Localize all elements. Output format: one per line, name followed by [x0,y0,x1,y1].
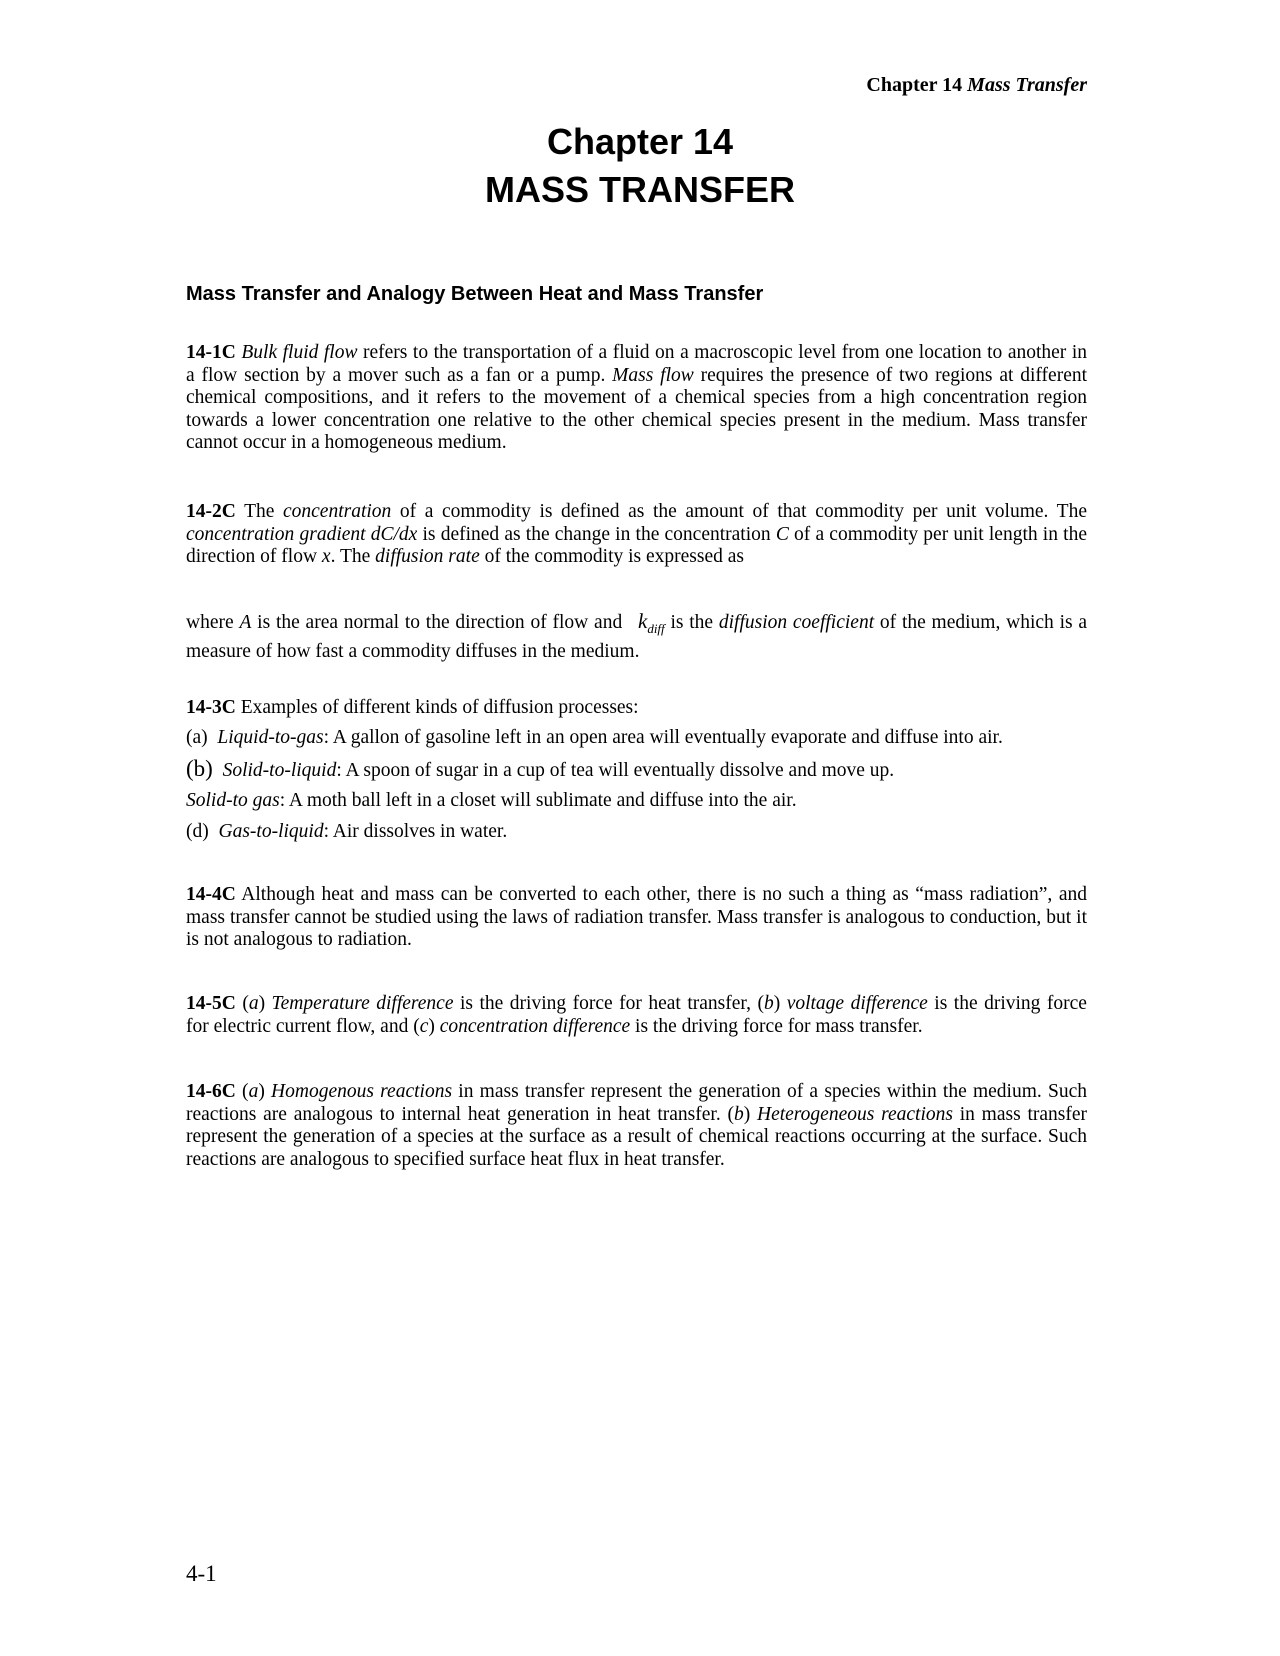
problem-number: 14-3C [186,697,236,718]
text: ( [235,1081,249,1102]
text: of a commodity per unit length in the direction of flow [186,523,1087,567]
term: b [733,1103,744,1125]
text: The [235,501,283,522]
term: Mass flow [612,364,694,386]
term: Temperature difference [271,993,454,1014]
term: b [763,993,774,1014]
chapter-title [0,118,1280,214]
term: Liquid-to-gas [217,727,324,748]
term: diffusion rate [375,546,480,567]
text: : A gallon of gasoline left in an open area will eventually evaporate and diffuse into air. [323,727,1003,748]
text: refers to the transportation of a fluid on a macroscopic level from one location to another in a flow section by a mover such as a fan or a pump. [186,342,1087,386]
example-d [186,821,1087,843]
problem-number: 14-2C [186,501,236,522]
example-c [186,790,1087,812]
text: is defined as the change in the concentration [417,523,776,545]
problem-14-2c [186,501,1087,569]
text: in mass transfer represent the generation of a species at the surface as a result of chemical reactions occurring at the surface. Such reactions are analogous to specified surface heat flux in heat transfer. [186,1103,1087,1170]
text: of the medium, which is a measure of how fast a commodity diffuses in the medium. [186,612,1088,662]
running-header-chapter: Chapter 14 [866,74,963,96]
item-label: (a) [186,727,208,748]
section-heading: Mass Transfer and Analogy Between Heat and Mass Transfer [186,283,764,305]
term: Homogenous reactions [271,1081,453,1102]
problem-14-3c-intro [186,697,1087,719]
example-a [186,727,1087,749]
text: ) [428,1015,440,1037]
term: a [248,1081,259,1102]
text: is the area normal to the direction of flow and [251,612,628,633]
term: c [419,1015,429,1037]
chapter-number: Chapter 14 [546,121,734,162]
text: where [186,612,240,633]
item-label: (d) [186,821,209,842]
problem-14-1c [186,342,1087,455]
running-header [866,74,1087,97]
text: of the commodity is expressed as [479,546,744,567]
text: is the [664,612,719,633]
text: ( [235,993,249,1014]
problem-14-4c [186,884,1087,952]
problem-number: 14-4C [186,884,236,905]
text: ) [773,993,787,1014]
text: ) [258,1081,272,1102]
term: concentration difference [439,1015,631,1037]
term: Heterogeneous reactions [757,1103,953,1125]
running-header-title: Mass Transfer [967,74,1087,96]
problem-14-6c [186,1081,1087,1171]
term: voltage difference [786,993,928,1014]
problem-number: 14-5C [186,993,236,1014]
term: Gas-to-liquid [218,821,324,842]
term: x [321,546,331,567]
term: Solid-to gas [186,790,280,811]
chapter-name: MASS TRANSFER [484,169,795,210]
problem-number: 14-6C [186,1081,236,1102]
problem-number: 14-1C [186,342,236,363]
text: ) [743,1103,757,1125]
term: Solid-to-liquid [222,760,337,781]
item-label: (b) [186,756,213,781]
term: diffusion coefficient [718,612,875,633]
text: of a commodity is defined as the amount of that commodity per unit volume. The [391,501,1087,522]
example-b [186,758,1087,782]
text: : Air dissolves in water. [323,821,508,842]
text: : A spoon of sugar in a cup of tea will eventually dissolve and move up. [336,760,895,781]
k-symbol: k [637,609,648,633]
text: in mass transfer represent the generation of a species within the medium. Such reactions are analogous to internal heat generation in heat transfer. ( [186,1081,1087,1125]
text: Although heat and mass can be converted to each other, there is no such a thing as “mass radiation”, and mass transfer cannot be studied using the laws of radiation transfer. Mass transfer is analogous to conduction, but it is not analogous to radiation. [186,884,1087,950]
text: ) [258,993,272,1014]
text: is the driving force for mass transfer. [630,1015,923,1037]
term: concentration [283,501,392,522]
term: A [239,612,252,633]
term: C [775,523,789,545]
term: a [248,993,259,1014]
k-diff-symbol [637,609,665,637]
text: Examples of different kinds of diffusion processes: [235,697,639,718]
problem-14-2c-continued [186,610,1087,663]
k-subscript: diff [647,621,665,637]
problem-14-5c [186,993,1087,1038]
text: is the driving force for heat transfer, ( [453,993,764,1014]
term: concentration gradient dC/dx [186,523,418,545]
page-number: 4-1 [186,1561,217,1586]
text: requires the presence of two regions at different chemical compositions, and it refers to the movement of a chemical species from a high concentration region towards a lower concentration one relative to the other chemical species present in the medium. Mass transfer cannot occur in a homogeneous medium. [186,364,1088,453]
text: : A moth ball left in a closet will sublimate and diffuse into the air. [279,790,797,811]
text: . The [330,546,376,567]
text: is the driving force for electric current flow, and ( [186,993,1087,1037]
term: Bulk fluid flow [241,342,358,363]
